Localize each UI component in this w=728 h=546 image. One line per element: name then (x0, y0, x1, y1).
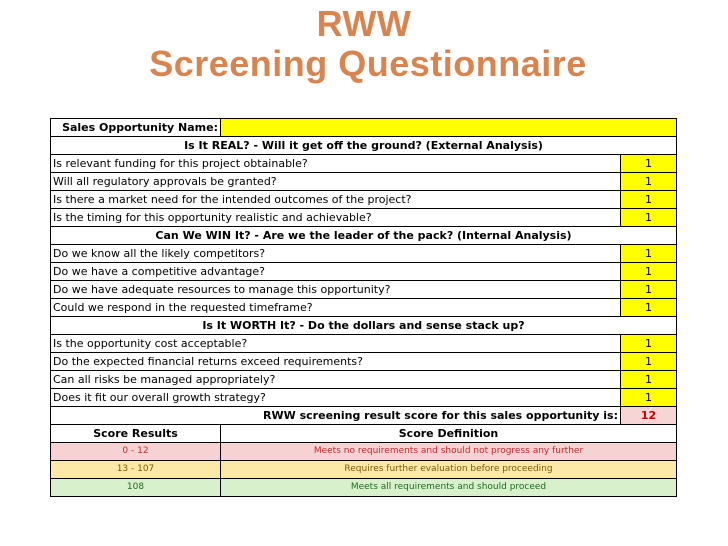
question-text: Can all risks be managed appropriately? (51, 371, 621, 389)
question-score[interactable]: 1 (621, 371, 677, 389)
question-score[interactable]: 1 (621, 209, 677, 227)
legend-range: 108 (51, 479, 221, 497)
legend-header-definition: Score Definition (221, 425, 677, 443)
question-text: Could we respond in the requested timeframe? (51, 299, 621, 317)
question-row (51, 245, 677, 263)
question-text: Is the opportunity cost acceptable? (51, 335, 621, 353)
question-score[interactable]: 1 (621, 335, 677, 353)
question-row (51, 299, 677, 317)
question-row (51, 173, 677, 191)
question-text: Is the timing for this opportunity realistic and achievable? (51, 209, 621, 227)
legend-definition: Requires further evaluation before proceeding (221, 461, 677, 479)
result-row (51, 407, 677, 425)
question-text: Is relevant funding for this project obtainable? (51, 155, 621, 173)
opportunity-row (51, 119, 677, 137)
result-label: RWW screening result score for this sales opportunity is: (51, 407, 621, 425)
opportunity-name-input[interactable] (221, 119, 677, 137)
legend-header-results: Score Results (51, 425, 221, 443)
question-text: Does it fit our overall growth strategy? (51, 389, 621, 407)
question-score[interactable]: 1 (621, 281, 677, 299)
question-score[interactable]: 1 (621, 263, 677, 281)
question-text: Do the expected financial returns exceed requirements? (51, 353, 621, 371)
question-row (51, 281, 677, 299)
section-header-win: Can We WIN It? - Are we the leader of the pack? (Internal Analysis) (51, 227, 677, 245)
section-header-row (51, 137, 677, 155)
legend-definition: Meets all requirements and should proceed (221, 479, 677, 497)
question-score[interactable]: 1 (621, 389, 677, 407)
question-score[interactable]: 1 (621, 173, 677, 191)
section-header-worth: Is It WORTH It? - Do the dollars and sense stack up? (51, 317, 677, 335)
opportunity-label: Sales Opportunity Name: (51, 119, 221, 137)
question-row (51, 191, 677, 209)
question-score[interactable]: 1 (621, 299, 677, 317)
questionnaire-table (50, 118, 677, 497)
question-text: Do we have a competitive advantage? (51, 263, 621, 281)
question-row (51, 155, 677, 173)
legend-range: 13 - 107 (51, 461, 221, 479)
section-header-row (51, 317, 677, 335)
question-row (51, 389, 677, 407)
title-line-2: Screening Questionnaire (149, 43, 587, 84)
question-text: Will all regulatory approvals be granted? (51, 173, 621, 191)
question-row (51, 371, 677, 389)
question-score[interactable]: 1 (621, 245, 677, 263)
question-text: Do we have adequate resources to manage this opportunity? (51, 281, 621, 299)
question-score[interactable]: 1 (621, 353, 677, 371)
question-row (51, 209, 677, 227)
legend-row (51, 443, 677, 461)
question-score[interactable]: 1 (621, 191, 677, 209)
question-row (51, 353, 677, 371)
section-header-row (51, 227, 677, 245)
legend-row (51, 479, 677, 497)
section-header-real: Is It REAL? - Will it get off the ground? (External Analysis) (51, 137, 677, 155)
title-line-1: RWW (316, 3, 412, 44)
result-score: 12 (621, 407, 677, 425)
question-text: Is there a market need for the intended outcomes of the project? (51, 191, 621, 209)
question-text: Do we know all the likely competitors? (51, 245, 621, 263)
legend-row (51, 461, 677, 479)
legend-header-row (51, 425, 677, 443)
question-score[interactable]: 1 (621, 155, 677, 173)
question-row (51, 335, 677, 353)
legend-range: 0 - 12 (51, 443, 221, 461)
question-row (51, 263, 677, 281)
legend-definition: Meets no requirements and should not progress any further (221, 443, 677, 461)
